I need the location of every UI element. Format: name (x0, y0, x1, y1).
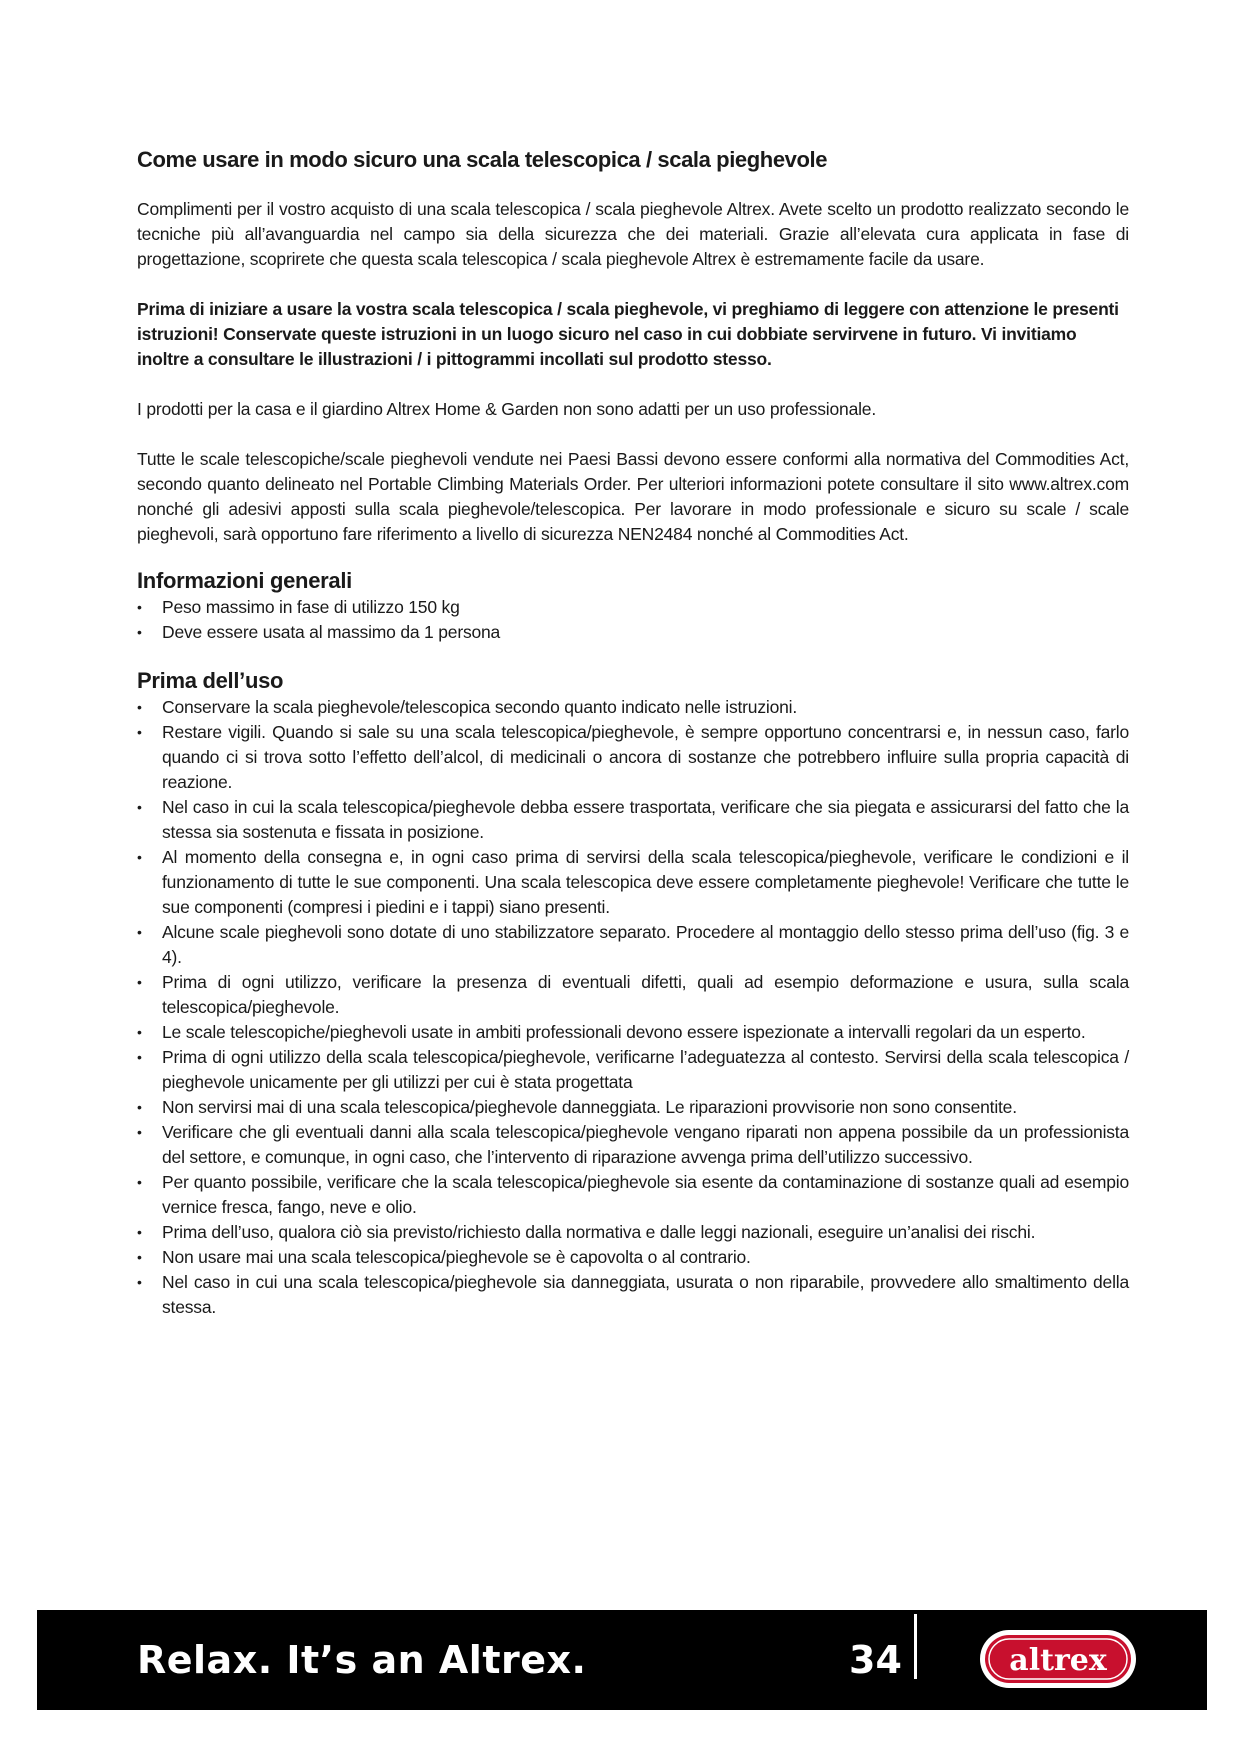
list-item: • Conservare la scala pieghevole/telescopica secondo quanto indicato nelle istruzioni. (137, 695, 1129, 720)
before-use-list (137, 695, 1129, 1320)
footer-divider (914, 1614, 917, 1679)
document-body (137, 146, 1129, 1320)
list-item: • Non usare mai una scala telescopica/pieghevole se è capovolta o al contrario. (137, 1245, 1129, 1270)
page-title: Come usare in modo sicuro una scala telescopica / scala pieghevole (137, 147, 828, 172)
footer-slogan: Relax. It’s an Altrex. (137, 1638, 587, 1682)
list-item: • Restare vigili. Quando si sale su una scala telescopica/pieghevole, è sempre opportuno concentrarsi e, in nessun caso, farlo quando ci si trova sotto l’effetto dell’alcol, di medicinali o ancora di sostanze che potrebbero influire sulla propria capacità di reazione. (137, 720, 1129, 795)
general-info-heading: Informazioni generali (137, 568, 352, 593)
notice-paragraph: Prima di iniziare a usare la vostra scala telescopica / scala pieghevole, vi preghiamo di leggere con attenzione le presenti istruzioni! Conservate queste istruzioni in un luogo sicuro nel caso in cui dobbiate servirvene in futuro. Vi invitiamo inoltre a consultare le illustrazioni / i pittogrammi incollati sul prodotto stesso. (137, 299, 1119, 369)
list-item: • Peso massimo in fase di utilizzo 150 kg (137, 595, 1129, 620)
regulations-paragraph: Tutte le scale telescopiche/scale pieghevoli vendute nei Paesi Bassi devono essere conformi alla normativa del Commodities Act, secondo quanto delineato nel Portable Climbing Materials Order. Per ulteriori informazioni potete consultare il sito www.altrex.com nonché gli adesivi apposti sulla scala pieghevole/telescopica. Per lavorare in modo professionale e sicuro su scale / scale pieghevoli, sarà opportuno fare riferimento a livello di sicurezza NEN2484 nonché al Commodities Act. (137, 449, 1129, 544)
list-item: • Nel caso in cui una scala telescopica/pieghevole sia danneggiata, usurata o non riparabile, provvedere allo smaltimento della stessa. (137, 1270, 1129, 1320)
footer-bar (37, 1610, 1207, 1710)
intro-paragraph: Complimenti per il vostro acquisto di una scala telescopica / scala pieghevole Altrex. Avete scelto un prodotto realizzato secondo le tecniche più all’avanguardia nel campo sia della sicurezza che dei materiali. Grazie all’elevata cura applicata in fase di progettazione, scoprirete che questa scala telescopica / scala pieghevole Altrex è estremamente facile da usare. (137, 199, 1129, 269)
list-item: • Le scale telescopiche/pieghevoli usate in ambiti professionali devono essere ispezionate a intervalli regolari da un esperto. (137, 1020, 1129, 1045)
general-info-list (137, 595, 1129, 645)
list-item: • Nel caso in cui la scala telescopica/pieghevole debba essere trasportata, verificare che sia piegata e assicurarsi del fatto che la stessa sia sostenuta e fissata in posizione. (137, 795, 1129, 845)
list-item: • Prima di ogni utilizzo della scala telescopica/pieghevole, verificarne l’adeguatezza al contesto. Servirsi della scala telescopica / pieghevole unicamente per gli utilizzi per cui è stata progettata (137, 1045, 1129, 1095)
home-garden-paragraph: I prodotti per la casa e il giardino Altrex Home & Garden non sono adatti per un uso professionale. (137, 399, 876, 419)
page-number: 34 (849, 1638, 902, 1682)
list-item: • Deve essere usata al massimo da 1 persona (137, 620, 1129, 645)
before-use-heading: Prima dell’uso (137, 668, 284, 693)
before-use-section (137, 667, 1129, 1320)
list-item: • Prima di ogni utilizzo, verificare la presenza di eventuali difetti, quali ad esempio deformazione e usura, sulla scala telescopica/pieghevole. (137, 970, 1129, 1020)
list-item: • Al momento della consegna e, in ogni caso prima di servirsi della scala telescopica/pieghevole, verificare le condizioni e il funzionamento di tutte le sue componenti. Una scala telescopica deve essere completamente pieghevole! Verificare che tutte le sue componenti (compresi i piedini e i tappi) siano presenti. (137, 845, 1129, 920)
list-item: • Alcune scale pieghevoli sono dotate di uno stabilizzatore separato. Procedere al montaggio dello stesso prima dell’uso (fig. 3 e 4). (137, 920, 1129, 970)
altrex-logo-icon (977, 1627, 1139, 1691)
list-item: • Per quanto possibile, verificare che la scala telescopica/pieghevole sia esente da contaminazione di sostanze quali ad esempio vernice fresca, fango, neve e olio. (137, 1170, 1129, 1220)
list-item: • Prima dell’uso, qualora ciò sia previsto/richiesto dalla normativa e dalle leggi nazionali, eseguire un’analisi dei rischi. (137, 1220, 1129, 1245)
list-item: • Verificare che gli eventuali danni alla scala telescopica/pieghevole vengano riparati non appena possibile da un professionista del settore, e comunque, in ogni caso, che l’intervento di riparazione avvenga prima dell’utilizzo successivo. (137, 1120, 1129, 1170)
list-item: • Non servirsi mai di una scala telescopica/pieghevole danneggiata. Le riparazioni provvisorie non sono consentite. (137, 1095, 1129, 1120)
svg-text:altrex: altrex (1009, 1643, 1107, 1678)
general-info-section (137, 567, 1129, 645)
